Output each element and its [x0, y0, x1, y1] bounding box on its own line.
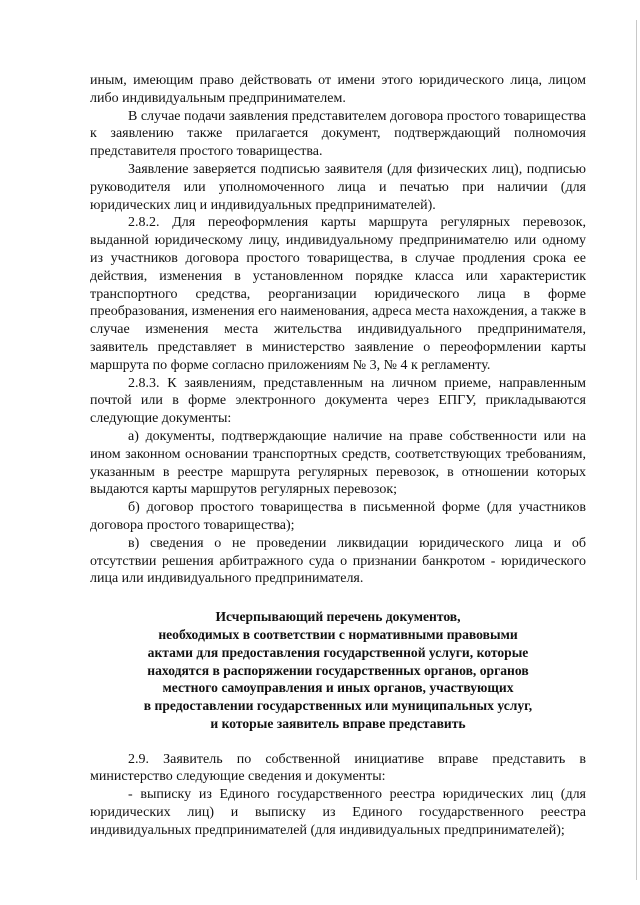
paragraph-continuation: иным, имеющим право действовать от имени этого юридического лица, лицом либо индивидуальным предпринимателем.: [90, 73, 586, 106]
paragraph-extract-list: - выписку из Единого государственного реестра юридических лиц (для юридических лиц) и выписку из Единого государственного реестра индивидуальных предпринимателей (для индивидуальных предпринимателей);: [90, 787, 586, 838]
heading-line: Исчерпывающий перечень документов,: [215, 609, 461, 625]
paragraph-signature: Заявление заверяется подписью заявителя (для физических лиц), подписью руководителя или уполномоченного лица и печатью при наличии (для юридических лиц и индивидуальных предпринимателей).: [90, 161, 586, 213]
page-edge-line: [636, 20, 637, 880]
heading-line: находятся в распоряжении государственных органов, органов: [147, 662, 529, 678]
paragraph-item-b: б) договор простого товарищества в письменной форме (для участников договора простого товарищества);: [90, 500, 586, 533]
paragraph-2-8-2: 2.8.2. Для переоформления карты маршрута регулярных перевозок, выданной юридическому лицу, индивидуальному предпринимателю или одному из участников договора простого товарищества, в случае продления срока ее действия, изменения в установленном порядке класса или характеристик транспортного средства, реорганизации юридического лица в форме преобразования, изменения его наименования, адреса места нахождения, а также в случае изменения места жительства индивидуального предпринимателя, заявитель представляет в министерство заявление о переоформлении карты маршрута по форме согласно приложениям № 3, № 4 к регламенту.: [90, 215, 586, 373]
heading-line: и которые заявитель вправе представить: [210, 715, 466, 731]
heading-line: необходимых в соответствии с нормативными правовыми: [158, 626, 518, 642]
paragraph-2-9: 2.9. Заявитель по собственной инициативе вправе представить в министерство следующие сведения и документы:: [90, 751, 586, 785]
heading-line: актами для предоставления государственной услуги, которые: [147, 644, 529, 660]
paragraph-representative: В случае подачи заявления представителем договора простого товарищества к заявлению также прилагается документ, подтверждающий полномочия представителя простого товарищества.: [90, 108, 587, 160]
section-heading: [90, 608, 586, 733]
paragraph-2-8-3: 2.8.3. К заявлениям, представленным на личном приеме, направленным почтой или в форме электронного документа через ЕПГУ, прикладываются следующие документы:: [90, 375, 586, 427]
heading-line: местного самоуправления и иных органов, участвующих: [162, 680, 514, 696]
heading-line: в предоставлении государственных или муниципальных услуг,: [143, 698, 533, 714]
paragraph-item-a: а) документы, подтверждающие наличие на праве собственности или на ином законном основании транспортных средств, соответствующих требованиям, указанным в реестре маршрута регулярных перевозок, в отношении которых выдаются карты маршрутов регулярных перевозок;: [90, 428, 586, 498]
paragraph-item-v: в) сведения о не проведении ликвидации юридического лица и об отсутствии решения арбитражного суда о признании банкротом - юридического лица или индивидуального предпринимателя.: [90, 535, 586, 587]
document-body: [90, 72, 586, 840]
